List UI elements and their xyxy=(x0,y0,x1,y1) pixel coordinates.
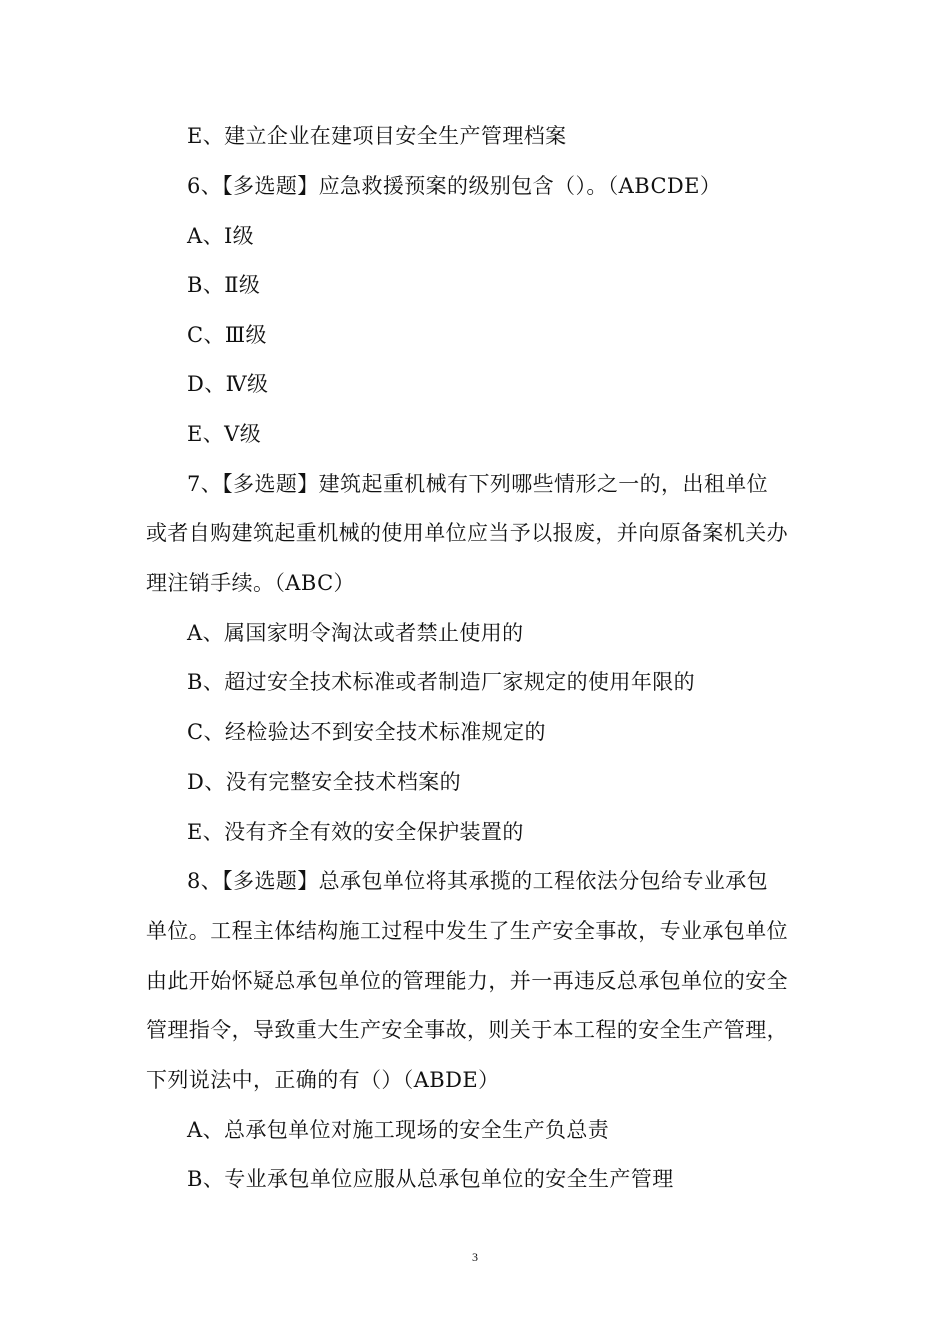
q7-question-line-2: 或者自购建筑起重机械的使用单位应当予以报废，并向原备案机关办 xyxy=(146,521,788,545)
q7-option-b: B、超过安全技术标准或者制造厂家规定的使用年限的 xyxy=(187,670,696,694)
q7-question-line-1: 7、【多选题】建筑起重机械有下列哪些情形之一的，出租单位 xyxy=(187,472,769,496)
q7-question-line-3: 理注销手续。（ABC） xyxy=(146,571,355,595)
q6-question: 6、【多选题】应急救援预案的级别包含（）。（ABCDE） xyxy=(187,174,722,198)
q8-question-line-1: 8、【多选题】总承包单位将其承揽的工程依法分包给专业承包 xyxy=(187,869,769,893)
q8-option-a: A、总承包单位对施工现场的安全生产负总责 xyxy=(187,1118,610,1142)
q8-question-line-5: 下列说法中，正确的有（）（ABDE） xyxy=(146,1068,500,1092)
q7-option-e: E、没有齐全有效的安全保护装置的 xyxy=(187,820,524,844)
q8-question-line-3: 由此开始怀疑总承包单位的管理能力，并一再违反总承包单位的安全 xyxy=(146,969,788,993)
page-number: 3 xyxy=(472,1250,478,1264)
q6-option-b: B、Ⅱ级 xyxy=(187,273,261,297)
q8-question-line-2: 单位。工程主体结构施工过程中发生了生产安全事故，专业承包单位 xyxy=(146,919,788,943)
q6-option-a: A、Ⅰ级 xyxy=(187,224,255,248)
q8-option-b: B、专业承包单位应服从总承包单位的安全生产管理 xyxy=(187,1167,674,1191)
q6-option-d: D、Ⅳ级 xyxy=(187,372,269,396)
q8-question-line-4: 管理指令，导致重大生产安全事故，则关于本工程的安全生产管理， xyxy=(146,1018,788,1042)
q7-option-a: A、属国家明令淘汰或者禁止使用的 xyxy=(187,621,524,645)
q6-option-e: E、Ⅴ级 xyxy=(187,422,262,446)
q6-option-c: C、Ⅲ级 xyxy=(187,323,267,347)
q7-option-d: D、没有完整安全技术档案的 xyxy=(187,770,462,794)
q5-option-e: E、建立企业在建项目安全生产管理档案 xyxy=(187,124,567,148)
q7-option-c: C、经检验达不到安全技术标准规定的 xyxy=(187,720,546,744)
